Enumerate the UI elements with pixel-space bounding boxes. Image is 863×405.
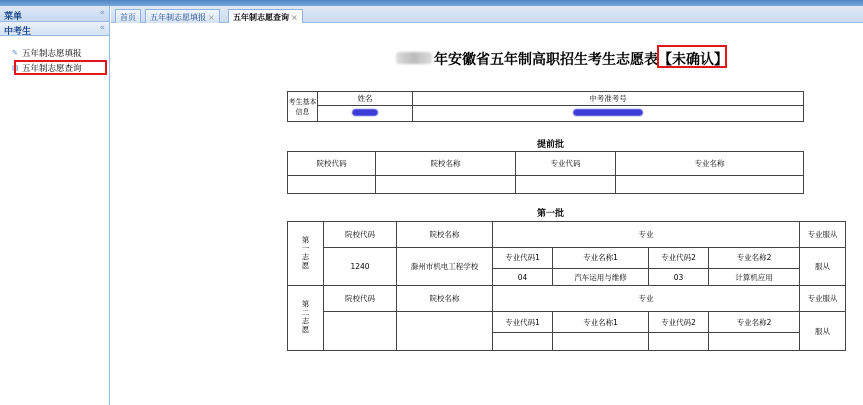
tab-bar [111,6,863,23]
col-school-name: 院校名称 [397,222,493,248]
choice1-obey: 服从 [800,248,846,286]
choice1-major-code1: 04 [493,268,553,286]
redacted-year [396,52,432,64]
collapse-up-icon[interactable]: « [99,23,105,33]
choice2-label-text: 第二志愿 [301,300,310,335]
id-value [413,106,804,122]
name-value [318,106,413,122]
choice1-major-name2: 计算机应用 [709,268,800,286]
choice2-major-name1 [553,333,649,351]
adv-col-major-name: 专业名称 [616,152,804,176]
tab-fill[interactable] [145,9,220,23]
choice2-major-name2 [709,333,800,351]
choice1-school-code: 1240 [324,248,397,286]
adv-col-school-name: 院校名称 [376,152,516,176]
form-title: 年安徽省五年制高职招生考生志愿表 [434,52,658,68]
student-info-table [287,91,804,122]
major-name2-header: 专业名称2 [709,248,800,269]
tab-label: 首页 [120,13,136,22]
col-school-name-2: 院校名称 [397,286,493,312]
adv-col-major-code: 专业代码 [516,152,616,176]
tab-label: 五年制志愿查询 [233,13,289,22]
status-label: 【未确认】 [658,52,728,68]
advance-batch-title: 提前批 [537,140,565,150]
col-obey: 专业服从 [800,222,846,248]
major-code1-header: 专业代码1 [493,248,553,269]
first-batch-table [287,221,846,351]
adv-cell [516,176,616,194]
choice1-label-text: 第一志愿 [301,235,310,270]
choice2-label [288,286,324,351]
col-obey-2: 专业服从 [800,286,846,312]
first-batch-title: 第一批 [537,209,565,219]
adv-col-school-code: 院校代码 [288,152,376,176]
edit-icon: ✎ [12,48,18,57]
close-icon[interactable]: × [291,13,298,22]
choice2-school-name [397,312,493,351]
status-highlight-box [657,45,727,68]
close-icon[interactable]: × [208,13,215,22]
tab-home[interactable] [115,9,141,23]
tab-label: 五年制志愿填报 [150,13,206,22]
highlight-box [14,60,107,75]
choice2-major-code2 [649,333,709,351]
major-name2-header-2: 专业名称2 [709,312,800,333]
major-name1-header-2: 专业名称1 [553,312,649,333]
choice2-obey: 服从 [800,312,846,351]
sidebar-group[interactable] [0,22,109,36]
sidebar-header [0,6,109,22]
redacted-name [352,109,378,116]
sidebar-item-label: 五年制志愿查询 [22,64,82,74]
name-header: 姓名 [318,92,413,106]
col-major-2: 专业 [493,286,800,312]
major-code2-header-2: 专业代码2 [649,312,709,333]
choice1-school-name: 滁州市机电工程学校 [397,248,493,286]
adv-cell [376,176,516,194]
sidebar-header-label: 菜单 [4,12,23,22]
major-name1-header: 专业名称1 [553,248,649,269]
col-school-code: 院校代码 [324,222,397,248]
col-school-code-2: 院校代码 [324,286,397,312]
info-section-text: 考生基本信息 [288,97,317,116]
id-header: 中考准考号 [413,92,804,106]
major-code2-header: 专业代码2 [649,248,709,269]
choice1-major-code2: 03 [649,268,709,286]
redacted-id [573,109,643,116]
info-section-label [288,92,318,122]
choice1-major-name1: 汽车运用与维修 [553,268,649,286]
adv-cell [616,176,804,194]
choice1-label [288,222,324,286]
advance-batch-table [287,151,804,194]
major-code1-header-2: 专业代码1 [493,312,553,333]
col-major: 专业 [493,222,800,248]
sidebar-item-fill[interactable] [12,47,82,59]
adv-cell [288,176,376,194]
document-icon: ▤ [12,63,19,72]
sidebar-item-label: 五年制志愿填报 [22,49,82,59]
choice2-major-code1 [493,333,553,351]
tab-query[interactable] [228,9,303,23]
choice2-school-code [324,312,397,351]
sidebar-group-label: 中考生 [4,27,32,37]
collapse-left-icon[interactable]: « [99,8,105,18]
